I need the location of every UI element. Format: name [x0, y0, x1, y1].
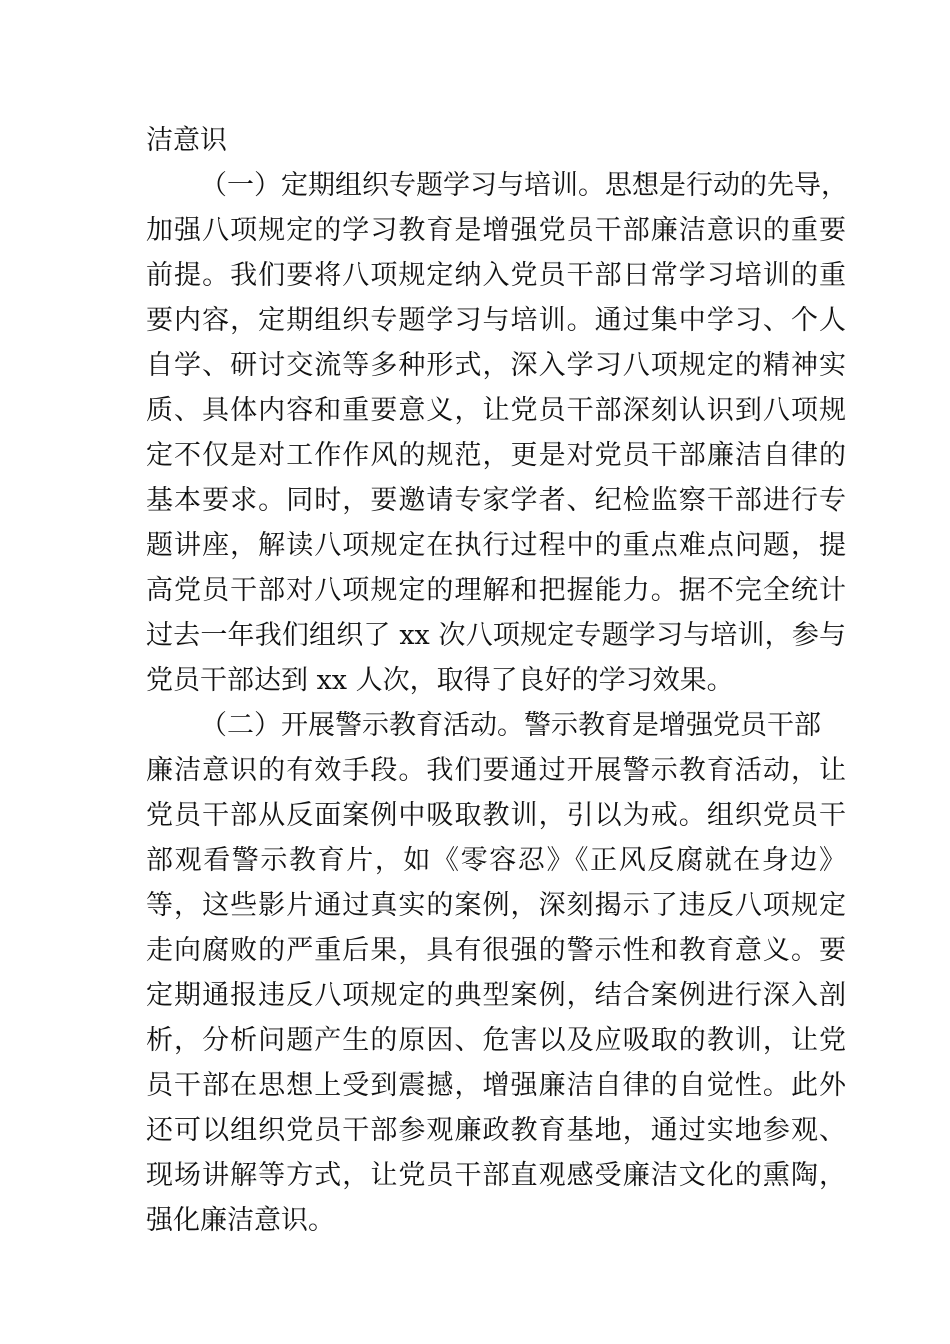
paragraph-line: 强化廉洁意识。 — [146, 1205, 335, 1236]
paragraph-line: 走向腐败的严重后果，具有很强的警示性和教育意义。要 — [146, 935, 846, 966]
paragraph-line: 廉洁意识的有效手段。我们要通过开展警示教育活动，让 — [146, 755, 846, 786]
paragraph-line: 自学、研讨交流等多种形式，深入学习八项规定的精神实 — [146, 350, 846, 381]
paragraph-line: 析，分析问题产生的原因、危害以及应吸取的教训，让党 — [146, 1025, 846, 1056]
paragraph-line: （一）定期组织专题学习与培训。思想是行动的先导， — [200, 170, 848, 201]
paragraph-line: 定不仅是对工作作风的规范，更是对党员干部廉洁自律的 — [146, 440, 846, 471]
paragraph-line: 高党员干部对八项规定的理解和把握能力。据不完全统计 — [146, 575, 846, 606]
paragraph-line: 部观看警示教育片，如《零容忍》《正风反腐就在身边》 — [146, 845, 846, 876]
paragraph-line: 基本要求。同时，要邀请专家学者、纪检监察干部进行专 — [146, 485, 846, 516]
paragraph-line: 题讲座，解读八项规定在执行过程中的重点难点问题，提 — [146, 530, 846, 561]
paragraph-line: （二）开展警示教育活动。警示教育是增强党员干部 — [200, 710, 821, 741]
paragraph-line: 定期通报违反八项规定的典型案例，结合案例进行深入剖 — [146, 980, 846, 1011]
paragraph-line: 洁意识 — [146, 125, 227, 156]
paragraph-line: 员干部在思想上受到震撼，增强廉洁自律的自觉性。此外 — [146, 1070, 846, 1101]
paragraph-line: 还可以组织党员干部参观廉政教育基地，通过实地参观、 — [146, 1115, 846, 1146]
paragraph-line: 加强八项规定的学习教育是增强党员干部廉洁意识的重要 — [146, 215, 846, 246]
paragraph-line: 前提。我们要将八项规定纳入党员干部日常学习培训的重 — [146, 260, 846, 291]
paragraph-line: 等，这些影片通过真实的案例，深刻揭示了违反八项规定 — [146, 890, 846, 921]
paragraph-line: 现场讲解等方式，让党员干部直观感受廉洁文化的熏陶， — [146, 1160, 846, 1191]
paragraph-line: 党员干部达到 xx 人次，取得了良好的学习效果。 — [146, 665, 734, 696]
paragraph-line: 过去一年我们组织了 xx 次八项规定专题学习与培训，参与 — [146, 620, 846, 651]
paragraph-line: 要内容，定期组织专题学习与培训。通过集中学习、个人 — [146, 305, 846, 336]
paragraph-line: 质、具体内容和重要意义，让党员干部深刻认识到八项规 — [146, 395, 846, 426]
paragraph-line: 党员干部从反面案例中吸取教训，引以为戒。组织党员干 — [146, 800, 846, 831]
body-text — [146, 118, 846, 1243]
